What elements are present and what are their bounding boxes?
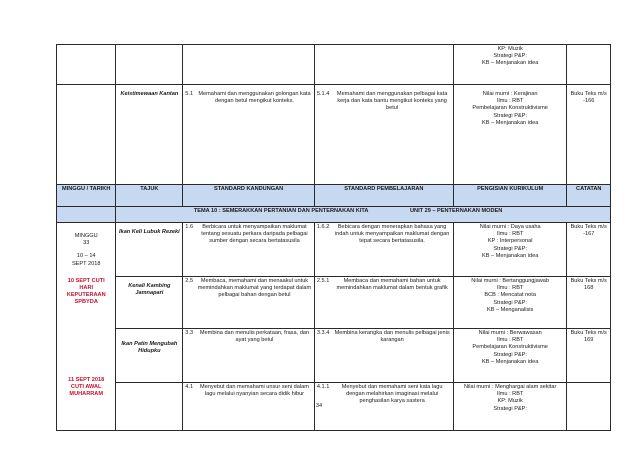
table-row [57,329,611,383]
kurikulum-cell: Nilai murni : Kerajinan Ilmu : RBT Pembelajaran Konstruktivisme Strategi P&P: KB – Menjanakan idea [453,85,567,185]
kurikulum-cell: Nilai murni : Daya usaha Ilmu : RBT KP : Interpersonal Strategi P&P: KB – Menjanakan idea [453,223,567,277]
rpt-table [56,44,611,431]
table-row [57,277,611,329]
kurikulum-cell: Nilai murni : Berwawasan Ilmu : RBT Pembelajaran Konstruktivisme Strategi P&P: KB – Menjanakan idea [453,329,567,383]
catatan-cell: Buku Teks m/s 168 [567,277,611,329]
tajuk-cell: Ikan Patin Mengubah Hidupku [116,329,183,383]
kurikulum-cell: Nilai murni : Bertanggungjawab Ilmu : RBT BCB : Mencatat nota Strategi P&P: KB – Menganalisis [453,277,567,329]
kurikulum-line: Strategi P&P: [493,53,527,60]
header-sk: STANDARD KANDUNGAN [183,185,315,207]
table-row [57,223,611,277]
sp-cell: 4.1.1 Menyebut dan memahami seni kata lagu dengan melahirkan imaginasi melalui penghasilan karya sastera [314,383,453,431]
sk-cell: 5.1 Memahami dan menggunakan golongan kata dengan betul mengikut konteks. [183,85,315,185]
theme-title: TEMA 10 : SEMERAKKAN PERTANIAN DAN PENTERNAKAN KITA [193,208,369,214]
cuti-label: 10 SEPT CUTI [67,277,105,284]
kurikulum-line: KP: Muzik [497,46,523,52]
catatan-cell: Buku Teks m/s 169 [567,329,611,383]
table-row [57,85,611,185]
top-kurikulum-cell [453,45,567,85]
sp-cell: 1.6.2 Bebicara dengan menerapkan bahasa yang indah untuk menyampaikan maklumat dengan tepat secara bertatasusila. [314,223,453,277]
sk-cell: 1.6 Berbicara untuk menyampaikan maklumat tentang sesuatu perkara daripada pelbagai sumber dengan secara bertatasusila [183,223,315,277]
theme-cell [116,207,611,223]
unit-title: UNIT 29 – PENTERNAKAN MODEN [409,208,503,214]
cuti-label: 11 SEPT 2018 [68,376,105,383]
week-cell: MINGGU 33 10 – 14 SEPT 2018 10 SEPT CUTI HARI KEPUTERAAN SPBYDA 11 SEPT 2018 CUTI AWAL MUHARRAM [57,223,116,431]
sp-cell: 3.3.4 Membina kerangka dan menulis pelbagai jenis karangan [314,329,453,383]
header-row [57,185,611,207]
sk-cell: 3.3 Membina dan menulis perkataan, frasa, dan ayat yang betul [183,329,315,383]
catatan-cell: Buku Teks m/s -166 [567,85,611,185]
page-number: 34 [315,403,323,409]
catatan-cell: Buku Teks m/s -167 [567,223,611,277]
header-kurikulum: PENGISIAN KURIKULUM [453,185,567,207]
header-sp: STANDARD PEMBELAJARAN [314,185,453,207]
tajuk-cell: Kenali Kambing Jamnapari [116,277,183,329]
tajuk-cell: Ikan Keli Lubuk Rezeki [116,223,183,277]
header-catatan: CATATAN [567,185,611,207]
header-tajuk: TAJUK [116,185,183,207]
top-continuation-row [57,45,611,85]
header-minggu: MINGGU / TARIKH [57,185,116,207]
sk-cell: 2.5 Membaca, memahami dan menaakul untuk memindahkan maklumat yang terdapat dalam pelbagai bahan dengan betul [183,277,315,329]
kurikulum-line: KB – Menjanakan idea [482,60,539,67]
tajuk-cell: Keistimewaan Kantan [116,85,183,185]
kurikulum-cell: Nilai murni : Menghargai alam sekitar Ilmu : RBT KP: Muzik Strategi P&P: [453,383,567,431]
theme-row [57,207,611,223]
sp-cell: 5.1.4 Memahami dan menggunakan pelbagai kata kerja dan kata bantu mengikut konteks yang betul [314,85,453,185]
sp-cell: 2.5.1 Membaca dan memahami bahan untuk memindahkan maklumat dalam bentuk grafik [314,277,453,329]
sk-cell: 4.1 Menyebut dan memahami unsur seni dalam lagu melalui nyanyian secara didik hibur [183,383,315,431]
